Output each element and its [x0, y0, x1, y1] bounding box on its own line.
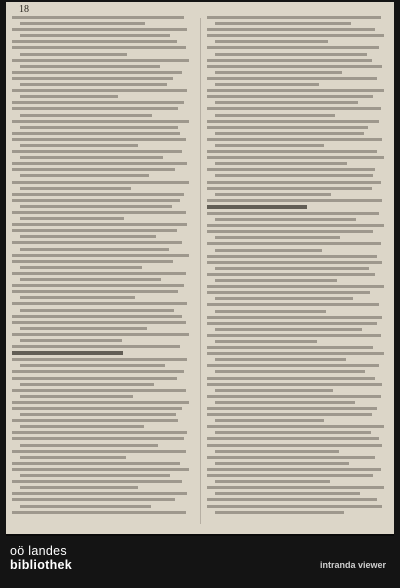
text-line	[215, 431, 371, 434]
text-line	[215, 328, 362, 331]
text-line	[12, 241, 182, 244]
text-line	[207, 505, 382, 508]
text-line	[215, 450, 339, 453]
text-line	[12, 315, 182, 318]
text-line	[215, 511, 344, 514]
text-line	[207, 16, 381, 19]
text-line	[207, 486, 384, 489]
text-line	[20, 327, 147, 330]
text-line	[207, 383, 382, 386]
text-line	[20, 339, 122, 342]
text-line	[12, 511, 186, 514]
text-line	[207, 156, 384, 159]
text-line	[215, 174, 373, 177]
logo-line-1: oö landes	[10, 544, 67, 558]
text-line	[207, 65, 382, 68]
text-line	[12, 419, 178, 422]
text-line	[20, 114, 152, 117]
text-line	[207, 168, 375, 171]
text-line	[207, 242, 381, 245]
text-line	[215, 53, 367, 56]
viewer-name: intranda viewer	[319, 560, 386, 570]
text-line	[12, 389, 186, 392]
text-line	[207, 199, 382, 202]
left-column	[12, 16, 191, 528]
text-line	[207, 352, 384, 355]
viewer-bar	[0, 536, 400, 588]
text-line	[20, 34, 170, 37]
text-line	[20, 83, 167, 86]
text-line	[215, 297, 353, 300]
text-line	[20, 217, 124, 220]
text-line	[207, 181, 381, 184]
text-line	[12, 77, 173, 80]
text-line	[20, 444, 158, 447]
text-line	[12, 351, 123, 355]
text-line	[215, 193, 331, 196]
page-number: 18	[19, 4, 29, 15]
text-line	[12, 462, 180, 465]
text-line	[20, 174, 149, 177]
text-line	[215, 389, 333, 392]
text-line	[12, 150, 182, 153]
text-line	[12, 181, 189, 184]
text-line	[12, 370, 184, 373]
text-line	[207, 255, 377, 258]
text-line	[12, 89, 187, 92]
text-line	[207, 413, 372, 416]
text-line	[12, 16, 184, 19]
text-line	[12, 333, 189, 336]
text-line	[207, 273, 375, 276]
text-line	[215, 340, 317, 343]
text-line	[12, 101, 184, 104]
scanned-page	[6, 2, 394, 534]
text-line	[207, 346, 373, 349]
text-line	[20, 456, 126, 459]
text-line	[215, 236, 340, 239]
text-line	[207, 89, 384, 92]
text-line	[20, 144, 138, 147]
text-line	[12, 107, 178, 110]
text-line	[20, 205, 172, 208]
text-line	[215, 310, 326, 313]
text-line	[207, 407, 377, 410]
text-line	[20, 126, 178, 129]
text-line	[207, 334, 381, 337]
text-line	[12, 290, 178, 293]
text-line	[20, 505, 151, 508]
text-line	[20, 266, 142, 269]
text-line	[12, 401, 189, 404]
text-line	[20, 309, 174, 312]
text-line	[12, 358, 187, 361]
text-line	[12, 480, 182, 483]
text-line	[215, 401, 355, 404]
text-line	[207, 444, 382, 447]
text-line	[207, 364, 379, 367]
text-line	[207, 425, 384, 428]
text-line	[215, 71, 342, 74]
text-line	[215, 22, 351, 25]
text-line	[12, 223, 187, 226]
text-line	[20, 278, 161, 281]
text-line	[207, 303, 379, 306]
text-line	[207, 138, 382, 141]
text-line	[215, 249, 322, 252]
column-rule	[200, 18, 201, 524]
text-line	[20, 65, 160, 68]
text-line	[12, 40, 177, 43]
text-line	[207, 468, 381, 471]
text-line	[207, 230, 373, 233]
text-line	[215, 370, 365, 373]
text-line	[12, 407, 182, 410]
text-line	[207, 34, 384, 37]
text-line	[207, 437, 379, 440]
text-line	[215, 218, 356, 221]
left-column-lines	[12, 16, 191, 514]
text-line	[207, 377, 375, 380]
text-line	[12, 437, 184, 440]
text-line	[207, 28, 375, 31]
text-line	[215, 132, 364, 135]
text-line	[207, 59, 372, 62]
text-line	[207, 150, 377, 153]
text-line	[12, 138, 186, 141]
text-line	[12, 28, 187, 31]
text-line	[215, 83, 319, 86]
text-line	[12, 199, 180, 202]
text-line	[20, 425, 144, 428]
text-line	[207, 316, 382, 319]
text-line	[20, 383, 154, 386]
text-line	[12, 59, 189, 62]
right-column-lines	[207, 16, 386, 514]
text-line	[207, 126, 368, 129]
text-line	[12, 120, 189, 123]
text-line	[215, 492, 360, 495]
text-line	[12, 284, 184, 287]
text-line	[12, 254, 189, 257]
text-line	[20, 235, 156, 238]
text-line	[12, 272, 186, 275]
text-line	[207, 95, 373, 98]
text-line	[12, 498, 175, 501]
text-line	[207, 46, 379, 49]
text-line	[215, 358, 346, 361]
text-line	[215, 40, 328, 43]
text-line	[20, 296, 135, 299]
text-line	[215, 101, 358, 104]
text-line	[20, 413, 176, 416]
text-line	[20, 95, 118, 98]
text-line	[20, 364, 165, 367]
text-line	[215, 419, 324, 422]
text-line	[215, 114, 335, 117]
text-line	[207, 395, 381, 398]
text-line	[12, 46, 186, 49]
text-line	[207, 120, 379, 123]
text-line	[207, 205, 307, 209]
text-line	[12, 132, 180, 135]
text-line	[207, 291, 370, 294]
text-line	[20, 486, 138, 489]
text-line	[12, 211, 186, 214]
text-line	[12, 302, 187, 305]
text-line	[207, 261, 382, 264]
text-line	[12, 345, 180, 348]
text-line	[20, 248, 169, 251]
text-line	[207, 187, 372, 190]
text-line	[12, 431, 187, 434]
text-line	[12, 450, 186, 453]
text-line	[20, 187, 131, 190]
text-line	[207, 285, 384, 288]
text-line	[207, 498, 377, 501]
text-line	[207, 322, 377, 325]
text-line	[12, 229, 177, 232]
text-line	[215, 144, 324, 147]
text-line	[12, 492, 187, 495]
text-line	[215, 480, 330, 483]
logo-line-2: bibliothek	[10, 558, 73, 572]
text-line	[12, 321, 186, 324]
text-line	[20, 156, 163, 159]
text-line	[20, 22, 145, 25]
text-line	[12, 162, 187, 165]
text-line	[207, 474, 373, 477]
text-line	[215, 279, 337, 282]
text-line	[12, 71, 182, 74]
text-line	[207, 77, 377, 80]
text-line	[12, 468, 189, 471]
text-line	[215, 462, 349, 465]
text-line	[20, 395, 133, 398]
library-logo[interactable]	[10, 544, 130, 578]
text-line	[207, 456, 375, 459]
text-line	[207, 224, 384, 227]
text-line	[20, 474, 170, 477]
text-line	[215, 267, 369, 270]
text-line	[12, 193, 184, 196]
right-column	[207, 16, 386, 528]
text-line	[207, 212, 379, 215]
text-line	[20, 53, 127, 56]
text-line	[12, 377, 177, 380]
text-line	[12, 260, 173, 263]
text-line	[215, 162, 347, 165]
text-line	[12, 168, 175, 171]
text-line	[207, 107, 381, 110]
